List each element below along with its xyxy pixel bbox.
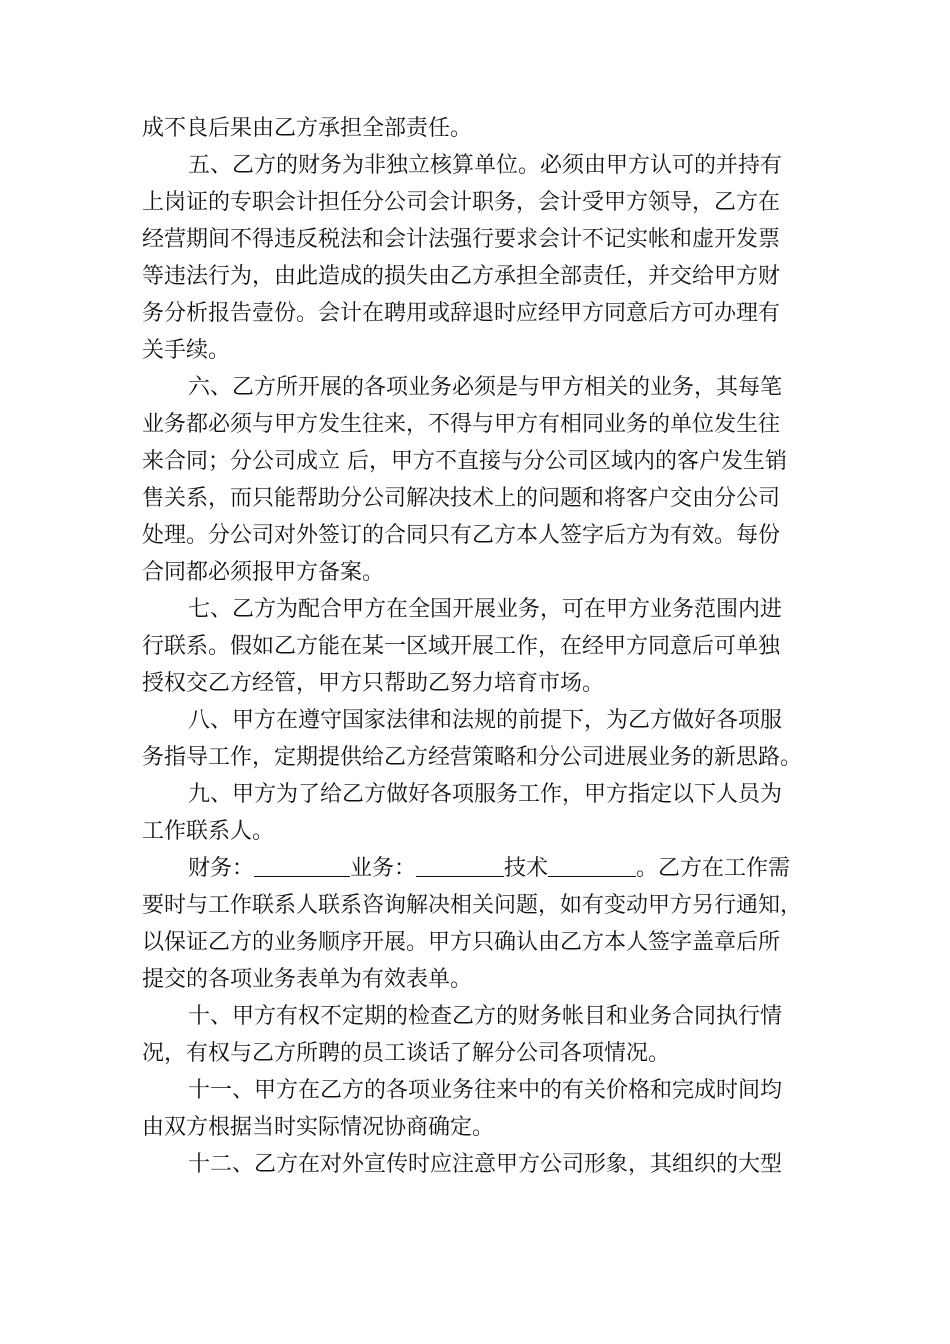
- document-body: [142, 110, 808, 850]
- document-page: [142, 110, 808, 1183]
- text-line: 来合同；分公司成立 后，甲方不直接与分公司区域内的客户发生销: [142, 449, 787, 474]
- text-line: 十二、乙方在对外宣传时应注意甲方公司形象，其组织的大型: [188, 1152, 783, 1177]
- text-line: 六、乙方所开展的各项业务必须是与甲方相关的业务，其每笔: [188, 375, 783, 400]
- text-line: 经营期间不得违反税法和会计法强行要求会计不记实帐和虚开发票: [142, 227, 781, 252]
- text-line: 合同都必须报甲方备案。: [142, 560, 385, 585]
- text-line: 以保证乙方的业务顺序开展。甲方只确认由乙方本人签字盖章后所: [142, 930, 781, 955]
- contacts-line-tail: 。乙方在工作需: [636, 856, 791, 881]
- text-line: 要时与工作联系人联系咨询解决相关问题，如有变动甲方另行通知，: [142, 893, 803, 918]
- text-line: 务指导工作，定期提供给乙方经营策略和分公司进展业务的新思路。: [142, 745, 803, 770]
- contacts-line: [142, 850, 808, 887]
- text-line: 八、甲方在遵守国家法律和法规的前提下，为乙方做好各项服: [188, 708, 783, 733]
- text-line: 业务都必须与甲方发生往来，不得与甲方有相同业务的单位发生往: [142, 412, 781, 437]
- text-line: 授权交乙方经管，甲方只帮助乙努力培育市场。: [142, 671, 605, 696]
- text-line: 七、乙方为配合甲方在全国开展业务，可在甲方业务范围内进: [188, 597, 783, 622]
- finance-blank[interactable]: [254, 854, 350, 877]
- finance-label: 财务：: [188, 856, 255, 881]
- business-label: 业务：: [350, 856, 417, 881]
- text-line: 售关系，而只能帮助分公司解决技术上的问题和将客户交由分公司: [142, 486, 781, 511]
- text-line: 成不良后果由乙方承担全部责任。: [142, 116, 473, 141]
- business-blank[interactable]: [416, 854, 504, 877]
- tech-label: 技术: [504, 856, 549, 881]
- text-line: 五、乙方的财务为非独立核算单位。必须由甲方认可的并持有: [188, 153, 783, 178]
- text-line: 由双方根据当时实际情况协商确定。: [142, 1115, 495, 1140]
- text-line: 行联系。假如乙方能在某一区域开展工作，在经甲方同意后可单独: [142, 634, 781, 659]
- text-line: 等违法行为，由此造成的损失由乙方承担全部责任，并交给甲方财: [142, 264, 781, 289]
- text-line: 十一、甲方在乙方的各项业务往来中的有关价格和完成时间均: [188, 1078, 783, 1103]
- text-line: 十、甲方有权不定期的检查乙方的财务帐目和业务合同执行情: [188, 1004, 783, 1029]
- text-line: 关手续。: [142, 338, 231, 363]
- text-line: 况，有权与乙方所聘的员工谈话了解分公司各项情况。: [142, 1041, 671, 1066]
- text-line: 工作联系人。: [142, 819, 275, 844]
- text-line: 处理。分公司对外签订的合同只有乙方本人签字后方为有效。每份: [142, 523, 781, 548]
- text-line: 九、甲方为了给乙方做好各项服务工作，甲方指定以下人员为: [188, 782, 783, 807]
- text-line: 提交的各项业务表单为有效表单。: [142, 967, 473, 992]
- tech-blank[interactable]: [548, 854, 636, 877]
- text-line: 上岗证的专职会计担任分公司会计职务，会计受甲方领导，乙方在: [142, 190, 781, 215]
- document-body-continued: [142, 887, 808, 1183]
- text-line: 务分析报告壹份。会计在聘用或辞退时应经甲方同意后方可办理有: [142, 301, 781, 326]
